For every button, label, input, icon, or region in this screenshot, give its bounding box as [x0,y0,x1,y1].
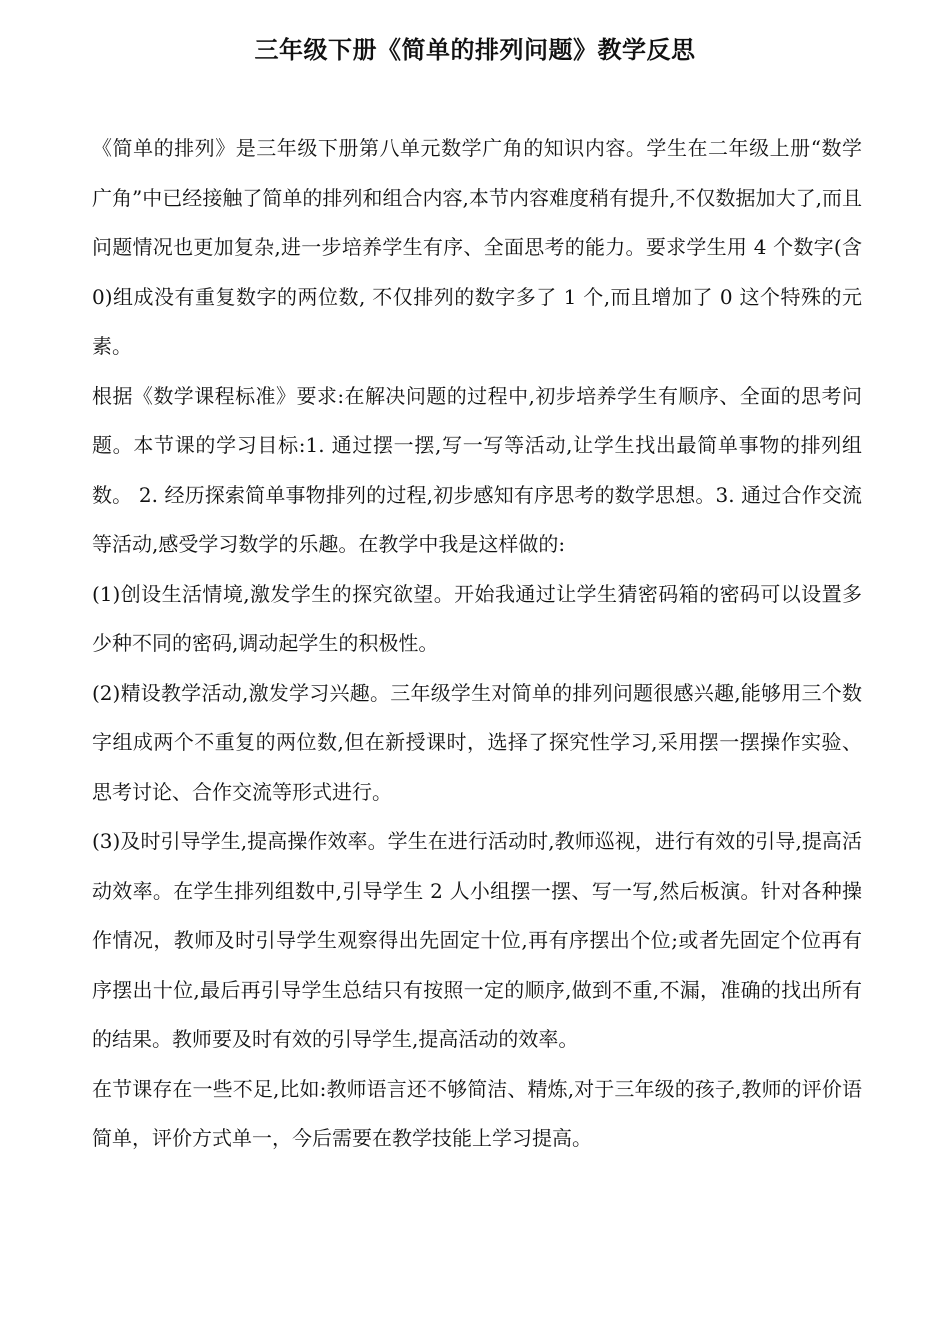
paragraph-point-2: (2)精设教学活动,激发学习兴趣。三年级学生对简单的排列问题很感兴趣,能够用三个数字组成两个不重复的两位数,但在新授课时，选择了探究性学习,采用摆一摆操作实验、思考讨论、合作交流等形式进行。 [92,680,862,804]
paragraph-intro: 《简单的排列》是三年级下册第八单元数学广角的知识内容。学生在二年级上册“数学广角”中已经接触了简单的排列和组合内容,本节内容难度稍有提升,不仅数据加大了,而且问题情况也更加复杂,进一步培养学生有序、全面思考的能力。要求学生用 4 个数字(含 0)组成没有重复数字的两位数, 不仅排列的数字多了 1 个,而且增加了 0 这个特殊的元素。 [92,136,862,358]
document-body [92,124,862,1164]
paragraph-point-3: (3)及时引导学生,提高操作效率。学生在进行活动时,教师巡视，进行有效的引导,提高活动效率。在学生排列组数中,引导学生 2 人小组摆一摆、写一写,然后板演。针对各种操作情况，教师及时引导学生观察得出先固定十位,再有序摆出个位;或者先固定个位再有序摆出十位,最后再引导学生总结只有按照一定的顺序,做到不重,不漏，准确的找出所有的结果。教师要及时有效的引导学生,提高活动的效率。 [92,829,862,1051]
paragraph-point-1: (1)创设生活情境,激发学生的探究欲望。开始我通过让学生猜密码箱的密码可以设置多少种不同的密码,调动起学生的积极性。 [92,581,862,655]
paragraph-goals: 根据《数学课程标准》要求:在解决问题的过程中,初步培养学生有顺序、全面的思考问题。本节课的学习目标:1. 通过摆一摆,写一写等活动,让学生找出最简单事物的排列组数。 2. 经历探索简单事物排列的过程,初步感知有序思考的数学思想。3. 通过合作交流等活动,感受学习数学的乐趣。在教学中我是这样做的: [92,383,862,556]
paragraph-shortcomings: 在节课存在一些不足,比如:教师语言还不够简洁、精炼,对于三年级的孩子,教师的评价语简单，评价方式单一，今后需要在教学技能上学习提高。 [92,1076,862,1150]
document-title: 三年级下册《简单的排列问题》教学反思 [254,36,696,64]
